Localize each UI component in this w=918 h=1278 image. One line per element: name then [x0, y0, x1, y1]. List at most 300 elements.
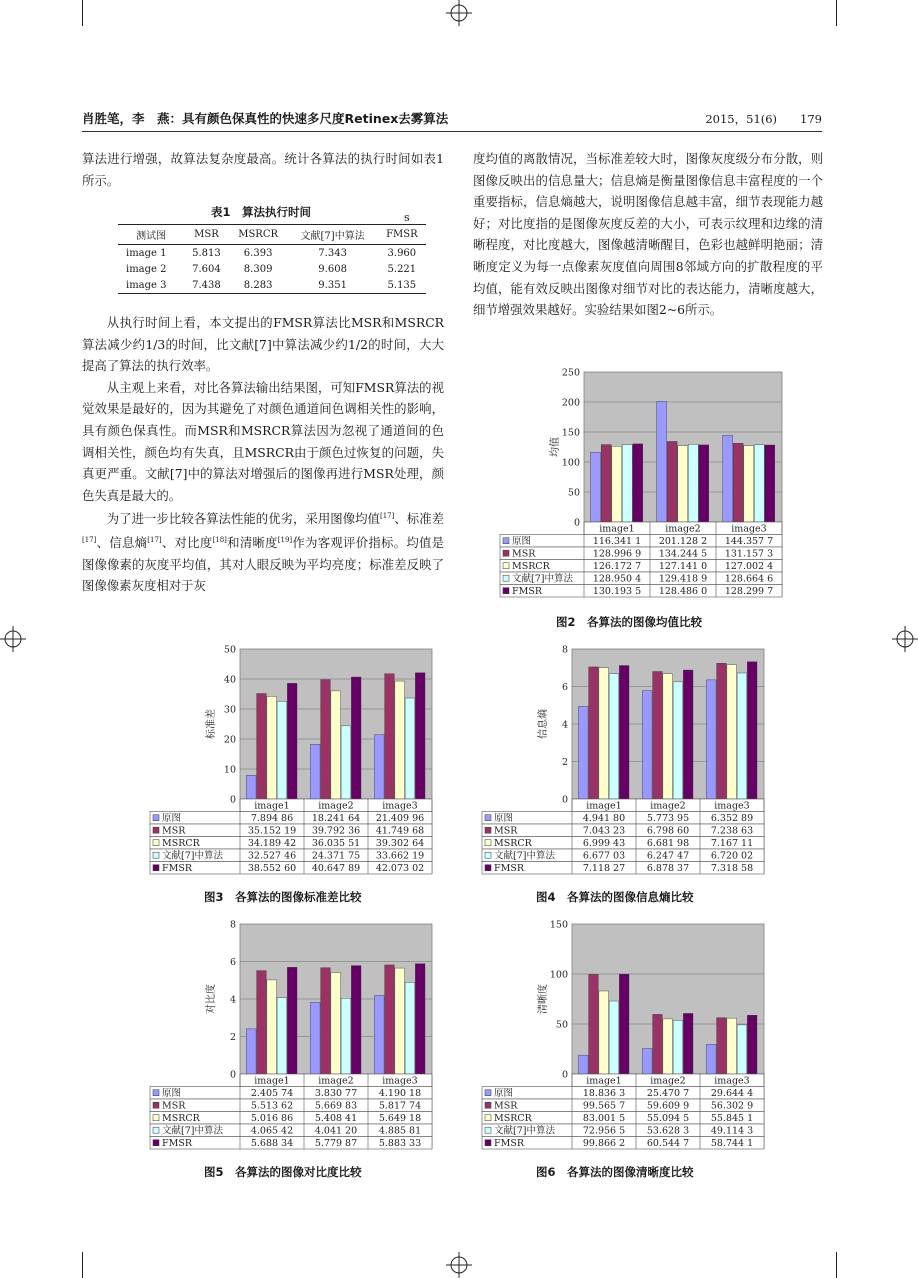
legend-entry: MSRCR [162, 1113, 200, 1124]
running-header-page: 2015，51(6) 179 [705, 112, 822, 126]
legend-entry: 文献[7]中算法 [494, 1125, 555, 1137]
x-category-label: image3 [714, 1075, 750, 1087]
bar-image1-3 [609, 674, 619, 799]
bar-image3-1 [717, 1018, 727, 1074]
bar-image3-3 [737, 673, 747, 799]
data-label: 41.749 68 [375, 825, 425, 837]
y-tick-label: 8 [561, 644, 568, 656]
data-label: 128.299 7 [724, 586, 774, 597]
bar-image2-3 [341, 998, 351, 1074]
data-label: 6.247 47 [646, 850, 690, 862]
bar-image1-4 [633, 444, 643, 522]
crop-mark-tl-v [82, 0, 83, 26]
table-cell: image 1 [126, 247, 167, 259]
y-tick-label: 8 [229, 919, 236, 931]
bar-image3-3 [405, 698, 415, 799]
table-cell: 9.608 [318, 263, 347, 275]
x-category-label: image2 [650, 1075, 686, 1087]
data-label: 7.318 58 [710, 863, 754, 874]
data-label: 7.167 11 [710, 838, 754, 849]
table1-header-row [118, 225, 426, 245]
bar-image1-4 [287, 967, 297, 1074]
y-tick-label: 50 [567, 487, 580, 499]
data-label: 99.866 2 [582, 1138, 626, 1149]
data-label: 5.649 18 [378, 1113, 422, 1124]
chart-std [150, 645, 434, 876]
bar-image1-3 [622, 445, 632, 522]
y-axis-label: 标准差 [206, 709, 217, 739]
bar-image2-1 [321, 680, 331, 799]
legend-swatch [153, 1090, 159, 1096]
bar-image1-1 [589, 667, 599, 799]
y-tick-label: 50 [223, 644, 236, 656]
data-label: 55.094 5 [646, 1113, 690, 1124]
legend-swatch [153, 1102, 159, 1108]
table1-header: MSR [184, 225, 229, 245]
bar-image1-3 [277, 701, 287, 799]
data-label: 5.773 95 [646, 813, 690, 824]
bar-image2-2 [663, 1019, 673, 1074]
data-label: 6.999 43 [582, 838, 626, 849]
left-column-body [82, 312, 444, 597]
bar-image1-2 [267, 980, 277, 1074]
left-column [82, 148, 444, 191]
bar-image2-1 [321, 968, 331, 1074]
bar-image3-0 [723, 435, 733, 522]
legend-entry: 文献[7]中算法 [494, 850, 555, 862]
chart-sharpness [482, 920, 766, 1151]
legend-entry: 原图 [494, 1088, 514, 1099]
x-category-label: image3 [382, 1075, 418, 1087]
legend-entry: 文献[7]中算法 [162, 850, 223, 862]
data-label: 201.128 2 [658, 536, 708, 547]
legend-entry: 文献[7]中算法 [512, 573, 573, 585]
legend-swatch [153, 1127, 159, 1133]
data-label: 131.157 3 [724, 548, 774, 560]
bar-image1-3 [277, 998, 287, 1074]
x-category-label: image2 [650, 800, 686, 812]
chart-entropy [482, 645, 766, 876]
legend-entry: 文献[7]中算法 [162, 1125, 223, 1137]
legend-entry: 原图 [512, 536, 532, 547]
data-label: 128.950 4 [592, 573, 642, 585]
x-category-label: image2 [318, 800, 354, 812]
chart-mean [500, 368, 784, 599]
legend-swatch [485, 1090, 491, 1096]
crop-mark-tr-v [836, 0, 837, 26]
table-cell: 7.343 [318, 247, 347, 259]
registration-mark-right [892, 626, 918, 652]
data-label: 38.552 60 [247, 863, 297, 874]
data-label: 5.779 87 [314, 1138, 358, 1149]
bar-image2-4 [351, 966, 361, 1074]
bar-image1-4 [619, 974, 629, 1074]
y-tick-label: 100 [549, 969, 568, 981]
legend-swatch [153, 827, 159, 833]
bar-image2-0 [310, 744, 320, 799]
table1-header: FMSR [378, 225, 426, 245]
data-label: 18.241 64 [311, 813, 361, 824]
x-category-label: image1 [254, 800, 290, 812]
data-label: 32.527 46 [247, 850, 297, 862]
bar-image3-0 [374, 735, 384, 799]
bar-image1-4 [619, 666, 629, 799]
legend-entry: FMSR [512, 586, 542, 597]
legend-entry: MSR [162, 1100, 186, 1112]
legend-entry: MSR [494, 825, 518, 837]
bar-image3-3 [405, 982, 415, 1074]
x-category-label: image3 [382, 800, 418, 812]
table1-unit: s [404, 211, 410, 224]
data-label: 5.513 62 [250, 1100, 294, 1112]
bar-image3-1 [385, 965, 395, 1074]
bar-image1-1 [257, 971, 267, 1074]
left-para-2: 从执行时间上看，本文提出的FMSR算法比MSR和MSRCR算法减少约1/3的时间，比文献[7]中算法减少约1/2的时间，大大提高了算法的执行效率。 [82, 315, 444, 374]
y-tick-label: 0 [573, 517, 580, 529]
bar-image1-1 [589, 974, 599, 1074]
data-label: 53.628 3 [646, 1125, 690, 1137]
bar-image2-2 [331, 691, 341, 799]
x-category-label: image1 [586, 1075, 622, 1087]
y-tick-label: 0 [229, 794, 236, 806]
legend-entry: MSRCR [512, 561, 550, 572]
y-tick-label: 6 [561, 682, 568, 693]
bar-image2-2 [678, 446, 688, 522]
bar-image3-2 [727, 1018, 737, 1074]
legend-swatch [485, 1127, 491, 1133]
bar-image3-2 [744, 446, 754, 522]
y-tick-label: 20 [223, 734, 236, 746]
y-tick-label: 100 [561, 457, 580, 469]
bar-image2-1 [653, 672, 663, 799]
data-label: 6.681 98 [646, 838, 690, 849]
legend-entry: FMSR [494, 863, 524, 874]
bar-image2-4 [683, 1013, 693, 1074]
bar-image1-3 [609, 1001, 619, 1074]
table-row [118, 261, 426, 277]
data-label: 5.669 83 [314, 1100, 358, 1112]
x-category-label: image3 [714, 800, 750, 812]
data-label: 24.371 75 [311, 850, 361, 862]
legend-entry: MSR [512, 548, 536, 560]
bar-image3-4 [747, 1015, 757, 1074]
bar-image2-3 [341, 726, 351, 799]
legend-swatch [485, 1102, 491, 1108]
bar-image1-0 [246, 775, 256, 799]
bar-image3-1 [717, 663, 727, 799]
data-label: 36.035 51 [311, 838, 361, 849]
y-tick-label: 2 [561, 757, 568, 768]
left-para-1: 算法进行增强，故算法复杂度最高。统计各算法的执行时间如表1所示。 [82, 151, 444, 188]
registration-mark-left [0, 626, 26, 652]
data-label: 127.141 0 [658, 561, 708, 572]
data-label: 129.418 9 [658, 573, 708, 585]
legend-swatch [153, 840, 159, 846]
x-category-label: image2 [318, 1075, 354, 1087]
data-label: 128.664 6 [724, 573, 774, 585]
x-category-label: image3 [731, 523, 767, 535]
table-cell: 6.393 [243, 247, 273, 259]
bar-image3-4 [415, 964, 425, 1074]
legend-swatch [485, 1115, 491, 1121]
bar-image1-0 [578, 706, 588, 799]
right-para-1: 度均值的离散情况，当标准差较大时，图像灰度级分布分散，则图像反映出的信息量大；信息熵是衡量图像信息丰富程度的一个重要指标，信息熵越大，说明图像信息越丰富，细节表现能力越好；对比度指的是图像灰度反差的大小，可表示纹理和边缘的清晰程度，对比度越大，图像越清晰醒目，色彩也越鲜明艳丽；清晰度定义为每一点像素灰度值向周围8邻域方向的扩散程度的平均值，能有效反映出图像对细节对比的表达能力，清晰度越大，细节增强效果越好。实验结果如图2~6所示。 [473, 151, 823, 318]
bar-image3-2 [395, 681, 405, 799]
legend-entry: 原图 [494, 813, 514, 824]
bar-image2-0 [310, 1002, 320, 1074]
table-cell: 7.438 [184, 277, 229, 294]
legend-entry: FMSR [162, 1138, 192, 1149]
data-label: 128.486 0 [658, 586, 708, 597]
bar-image1-1 [257, 694, 267, 799]
table-cell: 5.221 [387, 263, 417, 275]
bar-image3-3 [754, 445, 764, 522]
y-tick-label: 10 [223, 764, 236, 776]
data-label: 42.073 02 [375, 863, 425, 874]
header-rule [82, 131, 822, 132]
data-label: 6.798 60 [646, 825, 690, 837]
data-label: 134.244 5 [658, 548, 708, 560]
bar-image1-1 [601, 445, 611, 522]
table1-title: 表1 算法执行时间 [210, 205, 311, 219]
legend-entry: MSR [494, 1100, 518, 1112]
legend-swatch [153, 865, 159, 871]
legend-swatch [503, 588, 509, 594]
data-label: 6.720 02 [710, 850, 754, 862]
legend-entry: MSR [162, 825, 186, 837]
registration-mark-top [446, 0, 472, 26]
bar-image3-1 [385, 674, 395, 799]
data-label: 4.885 81 [378, 1125, 422, 1137]
legend-swatch [503, 563, 509, 569]
bar-image2-0 [642, 1049, 652, 1074]
data-label: 144.357 7 [724, 536, 774, 547]
data-label: 56.302 9 [710, 1100, 754, 1112]
data-label: 2.405 74 [250, 1088, 294, 1099]
bar-image2-1 [667, 441, 677, 522]
y-tick-label: 0 [561, 794, 568, 806]
table-cell: 8.309 [243, 263, 273, 275]
y-tick-label: 150 [561, 427, 580, 439]
bar-image3-0 [706, 680, 716, 799]
bar-image1-2 [599, 991, 609, 1074]
data-label: 130.193 5 [592, 586, 642, 597]
data-label: 21.409 96 [375, 813, 425, 824]
legend-entry: MSRCR [494, 1113, 532, 1124]
figure4-caption: 图4 各算法的图像信息熵比较 [536, 890, 694, 904]
legend-swatch [485, 852, 491, 858]
bar-image3-2 [727, 665, 737, 799]
table1-header: MSRCR [229, 225, 288, 245]
data-label: 7.894 86 [250, 813, 294, 824]
data-label: 5.817 74 [378, 1100, 422, 1112]
data-label: 4.041 20 [314, 1125, 358, 1137]
table1 [118, 224, 426, 294]
data-label: 5.408 41 [314, 1113, 358, 1124]
legend-swatch [153, 852, 159, 858]
y-tick-label: 150 [549, 919, 568, 931]
legend-swatch [485, 827, 491, 833]
data-label: 116.341 1 [592, 536, 642, 547]
data-label: 4.941 80 [582, 813, 626, 824]
data-label: 35.152 19 [247, 825, 297, 837]
bar-image3-0 [374, 995, 384, 1074]
data-label: 34.189 42 [247, 838, 297, 849]
crop-mark-br-v [836, 1252, 837, 1278]
data-label: 33.662 19 [375, 850, 425, 862]
figure3-caption: 图3 各算法的图像标准差比较 [204, 890, 362, 904]
data-label: 127.002 4 [724, 561, 774, 572]
chart-contrast [150, 920, 434, 1151]
bar-image2-4 [683, 670, 693, 799]
data-label: 39.792 36 [311, 825, 361, 837]
y-tick-label: 2 [229, 1032, 236, 1043]
data-label: 128.996 9 [592, 548, 642, 560]
table-cell: 5.813 [192, 247, 221, 259]
x-category-label: image2 [665, 523, 701, 535]
data-label: 7.043 23 [582, 825, 626, 837]
legend-entry: 原图 [162, 1088, 182, 1099]
data-label: 126.172 7 [592, 561, 642, 572]
legend-swatch [485, 865, 491, 871]
y-axis-label: 均值 [550, 437, 561, 457]
bar-image2-0 [642, 691, 652, 799]
bar-image2-4 [699, 445, 709, 522]
data-label: 4.190 18 [378, 1088, 422, 1099]
data-label: 39.302 64 [375, 838, 425, 849]
table1-header: 测试图 [118, 225, 184, 245]
bar-image1-2 [599, 668, 609, 799]
running-header-title: 肖胜笔，李 燕：具有颜色保真性的快速多尺度Retinex去雾算法 [82, 111, 449, 126]
legend-swatch [485, 840, 491, 846]
y-axis-label: 对比度 [206, 984, 217, 1014]
right-column [473, 148, 823, 321]
legend-swatch [485, 1140, 491, 1146]
y-tick-label: 4 [229, 994, 236, 1006]
bar-image2-3 [673, 682, 683, 799]
data-label: 59.609 9 [646, 1100, 690, 1112]
table-cell: 7.604 [192, 263, 221, 275]
data-label: 6.677 03 [582, 850, 626, 862]
data-label: 58.744 1 [710, 1138, 754, 1149]
left-para-4: 为了进一步比较各算法性能的优劣，采用图像均值[17]、标准差[17]、信息熵[17]、对比度[18]和清晰度[19]作为客观评价指标。均值是图像像素的灰度平均值，其对人眼反映为平均亮度；标准差反映了图像像素灰度相对于灰 [82, 511, 445, 594]
table-row [118, 277, 426, 294]
legend-swatch [503, 538, 509, 544]
bar-image2-2 [331, 973, 341, 1074]
data-label: 7.118 27 [582, 863, 626, 874]
data-label: 40.647 89 [311, 863, 361, 874]
data-label: 99.565 7 [582, 1100, 626, 1112]
data-label: 83.001 5 [582, 1113, 626, 1124]
legend-entry: FMSR [162, 863, 192, 874]
legend-entry: MSRCR [494, 838, 532, 849]
data-label: 5.016 86 [250, 1113, 294, 1124]
x-category-label: image1 [599, 523, 635, 535]
data-label: 5.688 34 [250, 1138, 294, 1149]
bar-image1-0 [246, 1029, 256, 1074]
data-label: 29.644 4 [710, 1088, 754, 1099]
legend-swatch [153, 815, 159, 821]
bar-image3-1 [733, 443, 743, 522]
data-label: 60.544 7 [646, 1138, 690, 1149]
legend-entry: FMSR [494, 1138, 524, 1149]
table-cell: 3.960 [387, 247, 417, 259]
data-label: 7.238 63 [710, 825, 754, 837]
data-label: 25.470 7 [646, 1088, 690, 1099]
x-category-label: image1 [586, 800, 622, 812]
x-category-label: image1 [254, 1075, 290, 1087]
bar-image1-2 [267, 696, 277, 799]
bar-image1-0 [591, 452, 601, 522]
legend-entry: 原图 [162, 813, 182, 824]
table-cell: 5.135 [378, 277, 426, 294]
bar-image2-3 [688, 444, 698, 522]
data-label: 55.845 1 [710, 1113, 754, 1124]
bar-image3-4 [415, 673, 425, 799]
y-tick-label: 0 [229, 1069, 236, 1081]
data-label: 18.836 3 [582, 1088, 626, 1099]
bar-image1-2 [612, 446, 622, 522]
legend-swatch [153, 1140, 159, 1146]
figure5-caption: 图5 各算法的图像对比度比较 [204, 1165, 362, 1179]
legend-swatch [153, 1115, 159, 1121]
table-cell: image 3 [118, 277, 184, 294]
y-tick-label: 4 [561, 719, 568, 731]
data-label: 5.883 33 [378, 1138, 422, 1149]
bar-image2-0 [657, 401, 667, 522]
bar-image1-0 [578, 1055, 588, 1074]
table-cell: image 2 [126, 263, 167, 275]
y-tick-label: 6 [229, 957, 236, 968]
y-axis-label: 信息熵 [538, 709, 549, 739]
legend-entry: MSRCR [162, 838, 200, 849]
data-label: 3.830 77 [314, 1088, 358, 1099]
table-row [118, 245, 426, 262]
legend-swatch [503, 550, 509, 556]
y-tick-label: 250 [561, 367, 580, 379]
figure2-caption: 图2 各算法的图像均值比较 [556, 615, 703, 629]
figure6-caption: 图6 各算法的图像清晰度比较 [536, 1165, 694, 1179]
registration-mark-bottom [446, 1252, 472, 1278]
bar-image3-4 [747, 662, 757, 799]
bar-image2-3 [673, 1020, 683, 1074]
y-axis-label: 清晰度 [538, 984, 549, 1014]
data-label: 49.114 3 [710, 1125, 754, 1137]
bar-image3-0 [706, 1044, 716, 1074]
bar-image2-4 [351, 677, 361, 799]
left-para-3: 从主观上来看，对比各算法输出结果图，可知FMSR算法的视觉效果是最好的，因为其避免了对颜色通道间色调相关性的影响，具有颜色保真性。而MSR和MSRCR算法因为忽视了通道间的色调相关性，颜色均有失真，且MSRCR由于颜色过恢复的问题，失真更严重。文献[7]中的算法对增强后的图像再进行MSR处理，颜色失真是最大的。 [82, 379, 444, 503]
table1-header: 文献[7]中算法 [288, 225, 378, 245]
bar-image2-1 [653, 1014, 663, 1074]
data-label: 72.956 5 [582, 1125, 626, 1137]
data-label: 4.065 42 [250, 1125, 294, 1137]
table-cell: 8.283 [229, 277, 288, 294]
data-label: 6.878 37 [646, 863, 690, 874]
y-tick-label: 40 [223, 674, 236, 686]
bar-image2-2 [663, 674, 673, 799]
crop-mark-bl-v [82, 1252, 83, 1278]
y-tick-label: 30 [223, 704, 236, 716]
bar-image3-2 [395, 968, 405, 1074]
bar-image3-4 [765, 445, 775, 522]
legend-swatch [485, 815, 491, 821]
y-tick-label: 50 [555, 1019, 568, 1031]
table-cell: 9.351 [288, 277, 378, 294]
y-tick-label: 200 [561, 397, 580, 409]
legend-swatch [503, 575, 509, 581]
y-tick-label: 0 [561, 1069, 568, 1081]
bar-image1-4 [287, 683, 297, 799]
